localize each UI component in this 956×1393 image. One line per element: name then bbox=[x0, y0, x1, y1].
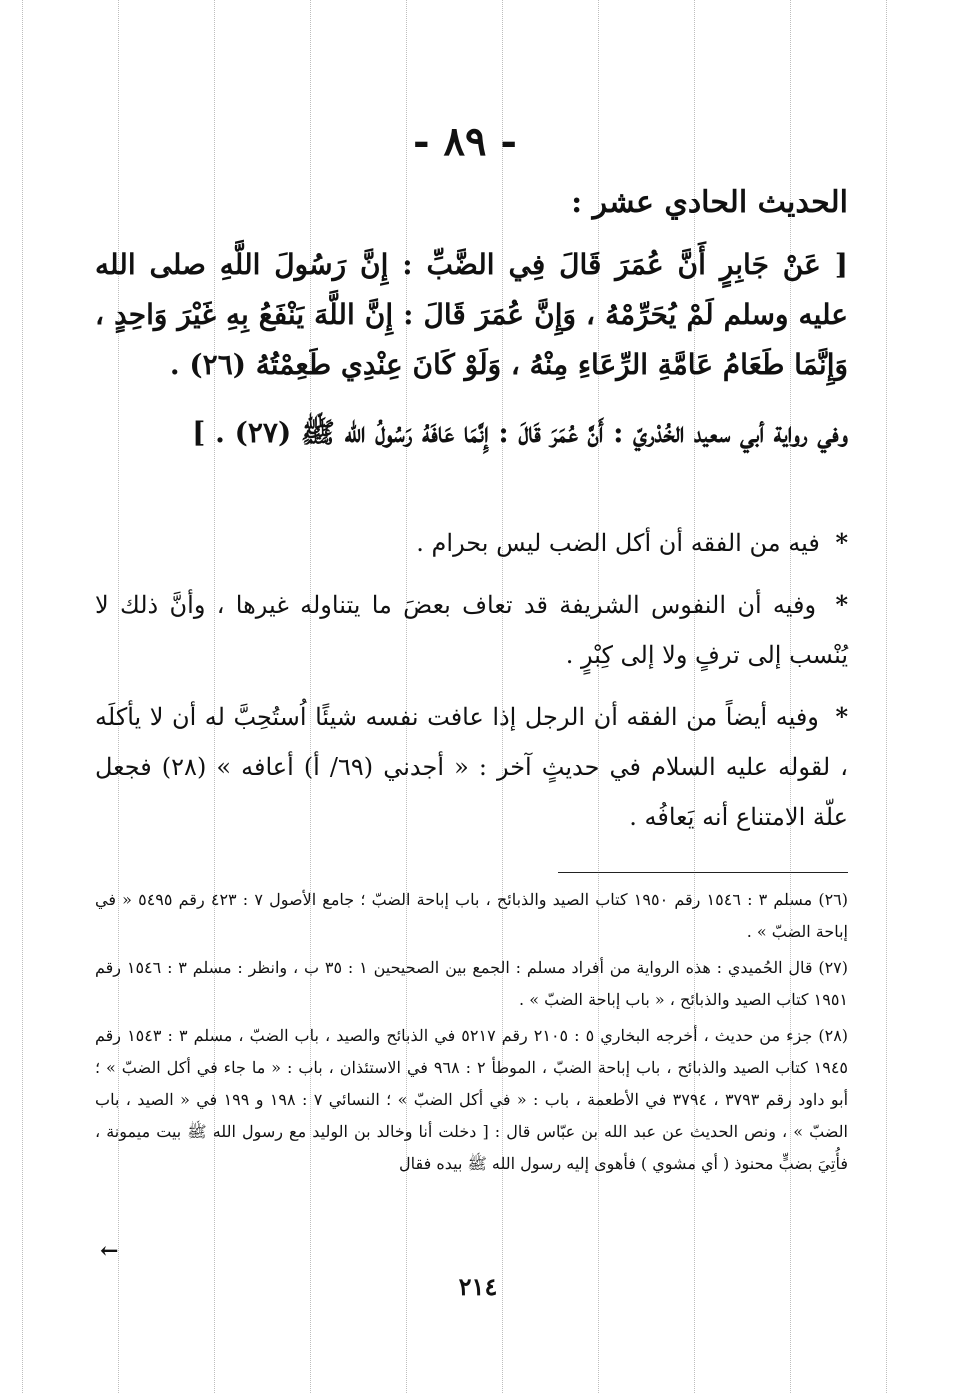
bullet-text: فيه من الفقه أن أكل الضب ليس بحرام . bbox=[416, 529, 820, 557]
bullet-text: وفيه أن النفوس الشريفة قد تعاف بعضَ ما يتناوله غيرها ، وأنَّ ذلك لا يُنْسب إلى ترفٍ ولا إلى كِبْرٍ . bbox=[95, 591, 848, 669]
footnotes bbox=[95, 884, 848, 1184]
page-number-top: - ٨٩ - bbox=[412, 118, 518, 165]
footnote-divider bbox=[558, 872, 848, 873]
dotted-margin-line bbox=[22, 0, 23, 1393]
section-heading: الحديث الحادي عشر : bbox=[571, 185, 848, 220]
page-number-bottom: ٢١٤ bbox=[458, 1272, 498, 1301]
bullet-paragraph bbox=[95, 692, 848, 842]
bullet-star-icon: * bbox=[835, 528, 848, 557]
footnote-26: (٢٦) مسلم ٣ : ١٥٤٦ رقم ١٩٥٠ كتاب الصيد والذبائح ، باب إباحة الضبّ ؛ جامع الأصول ٧ : ٤٢٣ رقم ٥٤٩٥ « في إباحة الضبّ » . bbox=[95, 890, 849, 941]
bullet-star-icon: * bbox=[835, 590, 848, 619]
bullet-star-icon: * bbox=[835, 702, 848, 731]
bullet-paragraph bbox=[95, 580, 848, 680]
footnote-27: (٢٧) قال الحُميدي : هذه الرواية من أفراد مسلم : الجمع بين الصحيحين ١ : ٣٥ ب ، وانظر : مسلم ٣ : ١٥٤٦ رقم ١٩٥١ كتاب الصيد والذبائح ، « باب إباحة الضبّ » . bbox=[95, 958, 849, 1009]
bullet-paragraph bbox=[95, 518, 848, 568]
riwaya-text: وفي رواية أبي سعيد الخُدْريّ : أَنَّ عُمَرَ قَالَ : إِنَّمَا عَافَهُ رَسُولُ الله ﷺ (٢٧) . ] bbox=[192, 416, 848, 449]
dotted-margin-line bbox=[886, 0, 887, 1393]
hadith-text: [ عَنْ جَابِرٍ أَنَّ عُمَرَ قَالَ فِي الضَّبِّ : إِنَّ رَسُولَ اللَّهِ صلى الله عليه وسلم لَمْ يُحَرِّمْهُ ، وَإِنَّ عُمَرَ قَالَ : إِنَّ اللَّهَ يَنْفَعُ بِهِ غَيْرَ وَاحِدٍ ، وَإِنَّمَا طَعَامُ عَامَّةِ الرِّعَاءِ مِنْهُ ، وَلَوْ كَانَ عِنْدِي طَعِمْتُهُ (٢٦) . bbox=[95, 248, 848, 381]
continue-arrow-icon: ← bbox=[100, 1238, 119, 1264]
footnote-28: (٢٨) جزء من حديث ، أخرجه البخاري ٥ : ٢١٠٥ رقم ٥٢١٧ في الذبائح والصيد ، باب الضبّ ، مسلم ٣ : ١٥٤٣ رقم ١٩٤٥ كتاب الصيد والذبائح ، باب إباحة الضبّ ، الموطأ ٢ : ٩٦٨ في الاستئذان ، باب : « ما جاء في أكل الضبّ » ؛ أبو داود رقم ٣٧٩٣ ، ٣٧٩٤ في الأطعمة ، باب : « في أكل الضبّ » ؛ النسائي ٧ : ١٩٨ و ١٩٩ في « الصيد ، باب الضبّ » ، ونص الحديث عن عبد الله بن عبّاس قال : [ دخلت أنا وخالد بن الوليد مع رسول الله ﷺ بيت ميمونة ، فأُتِيَ بضبٍّ محنوذ ( أي مشوي ) فأهوى إليه رسول الله ﷺ بيده فقال bbox=[95, 1026, 849, 1173]
bullet-text: وفيه أيضاً من الفقه أن الرجل إذا عافت نفسه شيئًا اُستُحِبَّ له أن لا يأكلَه ، لقوله عليه السلام في حديثٍ آخر : « أجدني (٦٩/ أ) أعافه » (٢٨) فجعل علّة الامتناع أنه يَعافُه . bbox=[95, 703, 848, 831]
